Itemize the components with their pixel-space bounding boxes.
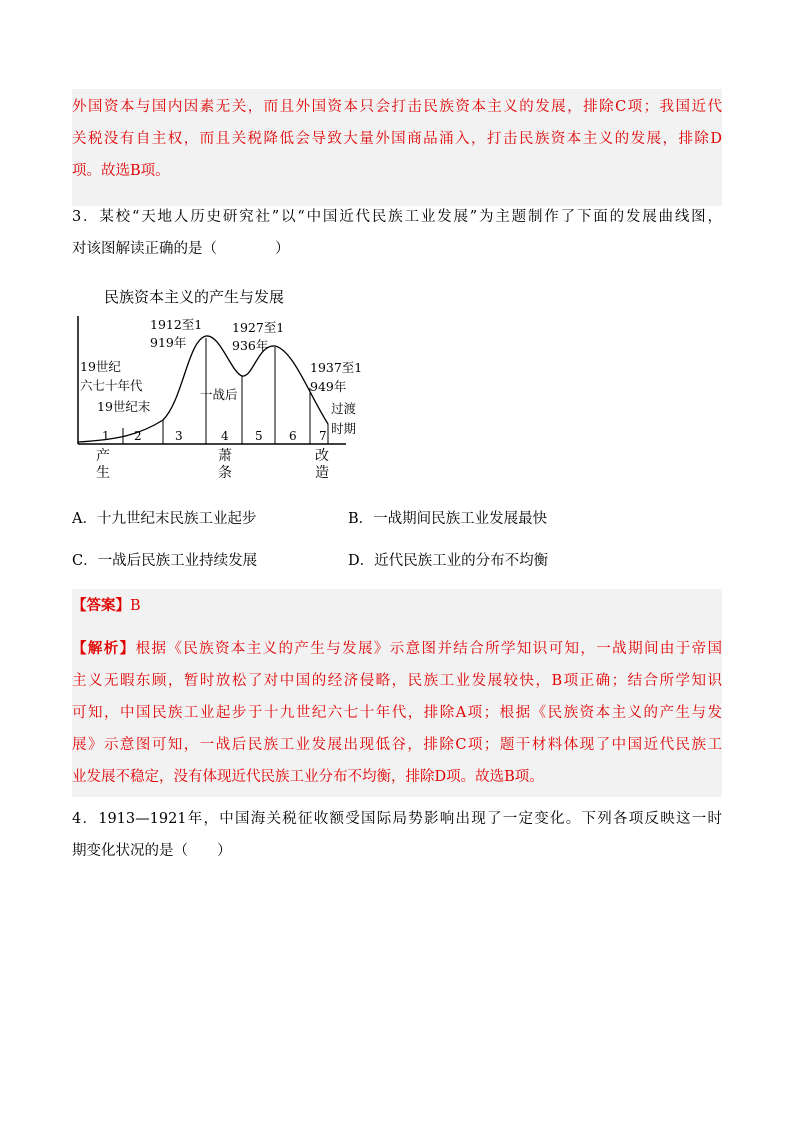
segment-numbers: [102, 429, 327, 443]
svg-text:生: 生: [96, 465, 110, 481]
svg-text:造: 造: [315, 465, 329, 481]
option-c: C．一战后民族工业持续发展: [72, 553, 258, 569]
analysis-tag: 【解析】: [72, 640, 136, 657]
svg-text:时期: 时期: [331, 421, 357, 436]
option-b: B．一战期间民族工业发展最快: [348, 511, 548, 527]
svg-text:萧: 萧: [218, 448, 232, 464]
svg-text:19世纪: 19世纪: [80, 359, 121, 374]
stage-label: [315, 448, 329, 481]
explanation-line: 外国资本与国内因素无关，而且外国资本只会打击民族资本主义的发展，排除C项；我国近代: [72, 99, 722, 115]
analysis-line: 主义无暇东顾，暂时放松了对中国的经济侵略，民族工业发展较快，B项正确；结合所学知识: [72, 673, 722, 689]
question-4: [72, 803, 722, 867]
svg-text:过渡: 过渡: [331, 401, 357, 416]
explanation-line: 项。故选B项。: [72, 163, 170, 179]
answer-value: B: [130, 598, 141, 614]
segment-number: 3: [175, 429, 183, 443]
svg-text:949年: 949年: [310, 379, 347, 394]
answer-block: [72, 589, 722, 797]
development-curve-chart: [68, 280, 368, 485]
segment-number: 5: [255, 429, 263, 443]
svg-text:1912至1: 1912至1: [150, 317, 203, 332]
segment-number: 2: [134, 429, 142, 443]
explanation-line: 关税没有自主权，而且关税降低会导致大量外国商品涌入，打击民族资本主义的发展，排除D: [72, 131, 722, 147]
analysis-line: 业发展不稳定，没有体现近代民族工业分布不均衡，排除D项。故选B项。: [72, 769, 544, 785]
segment-number: 7: [319, 429, 327, 443]
svg-text:1927至1: 1927至1: [232, 320, 285, 335]
period-label: [310, 360, 362, 394]
segment-number: 4: [221, 429, 229, 443]
analysis-line: [72, 633, 722, 665]
chart-title: 民族资本主义的产生与发展: [104, 288, 285, 306]
svg-text:1937至1: 1937至1: [310, 360, 363, 375]
question-3-line: 3．某校“天地人历史研究社”以“中国近代民族工业发展”为主题制作了下面的发展曲线图，: [72, 209, 722, 225]
option-d: D．近代民族工业的分布不均衡: [348, 553, 549, 569]
svg-text:919年: 919年: [150, 335, 187, 350]
option-a: A．十九世纪末民族工业起步: [72, 511, 257, 527]
segment-number: 1: [102, 429, 110, 443]
period-label: 19世纪末: [97, 399, 151, 414]
analysis-line: 展》示意图可知，一战后民族工业发展出现低谷，排除C项；题干材料体现了中国近代民族工: [72, 737, 722, 753]
svg-text:条: 条: [218, 465, 232, 481]
period-label: [150, 317, 202, 350]
explanation-block: [72, 89, 722, 206]
stage-label: [218, 447, 232, 481]
segment-number: 6: [289, 429, 297, 443]
question-4-line: 期变化状况的是（ ）: [72, 843, 232, 859]
answer-tag: 【答案】: [72, 597, 130, 614]
stage-label: [96, 447, 110, 481]
question-3-line: 对该图解读正确的是（ ）: [72, 241, 290, 257]
svg-text:六七十年代: 六七十年代: [80, 378, 143, 393]
answer-line: [72, 589, 722, 622]
svg-text:936年: 936年: [232, 338, 269, 353]
question-4-line: 4．1913—1921年，中国海关税征收额受国际局势影响出现了一定变化。下列各项反映这一时: [72, 811, 722, 827]
period-label: [331, 401, 357, 436]
analysis-first-line: 根据《民族资本主义的产生与发展》示意图并结合所学知识可知，一战期间由于帝国: [135, 641, 723, 657]
svg-text:产: 产: [96, 448, 110, 464]
period-label: [232, 320, 284, 353]
question-3: [72, 201, 722, 265]
svg-text:改: 改: [315, 448, 329, 464]
period-labels: [80, 317, 362, 436]
analysis-line: 可知，中国民族工业起步于十九世纪六七十年代，排除A项；根据《民族资本主义的产生与发: [72, 705, 722, 721]
stage-labels: [96, 447, 329, 481]
period-label: [80, 359, 143, 393]
period-label: 一战后: [200, 387, 238, 402]
